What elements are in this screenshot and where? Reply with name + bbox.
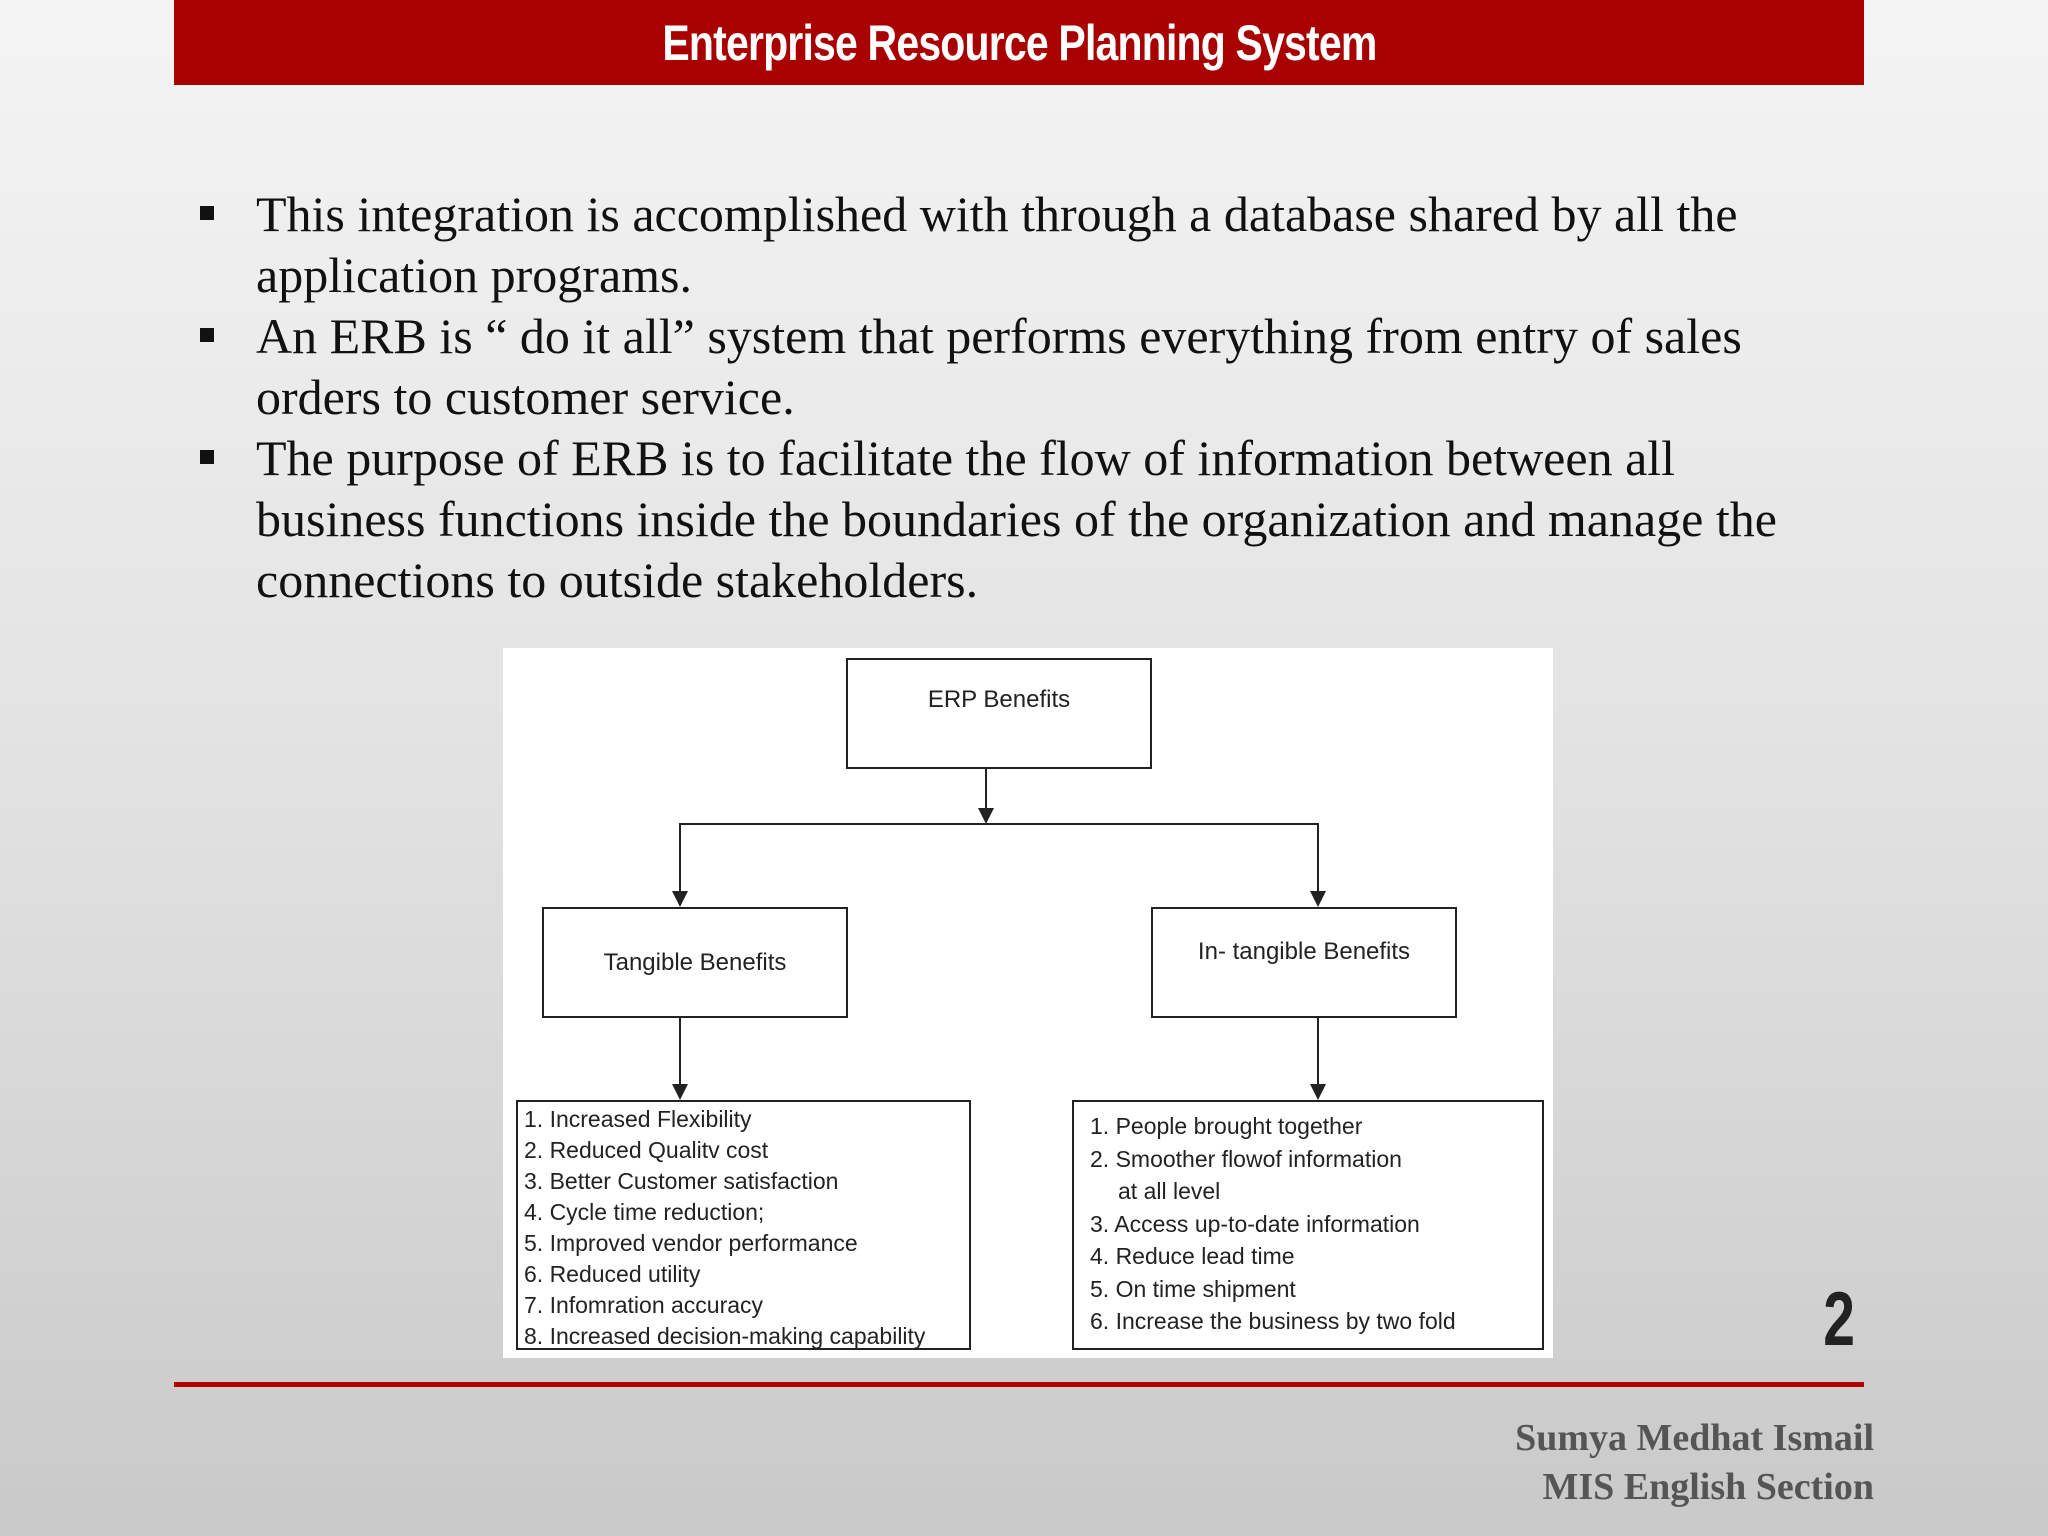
connector-line bbox=[1317, 1018, 1319, 1086]
page-number: 2 bbox=[1823, 1277, 1855, 1362]
intangible-list bbox=[1072, 1100, 1544, 1350]
list-item: 7. Infomration accuracy bbox=[524, 1292, 764, 1318]
arrow-down-icon bbox=[672, 891, 688, 907]
square-bullet-icon bbox=[200, 206, 214, 220]
bullet-item: An ERB is “ do it all” system that performs everything from entry of sales orders to customer service. bbox=[200, 306, 1840, 428]
connector-line bbox=[679, 823, 1319, 825]
title-bar bbox=[174, 0, 1864, 85]
list-item: 5. On time shipment bbox=[1090, 1275, 1296, 1302]
tangible-list bbox=[516, 1100, 971, 1350]
arrow-down-icon bbox=[1310, 891, 1326, 907]
footer-author bbox=[1515, 1414, 1874, 1512]
connector-line bbox=[985, 769, 987, 811]
arrow-down-icon bbox=[1310, 1084, 1326, 1100]
erp-benefits-diagram bbox=[503, 648, 1553, 1358]
arrow-down-icon bbox=[978, 808, 994, 824]
author-name: Sumya Medhat Ismail bbox=[1515, 1417, 1874, 1459]
list-item: 4. Reduce lead time bbox=[1090, 1243, 1295, 1269]
list-item: 2. Reduced Qualitv cost bbox=[524, 1137, 769, 1163]
root-box: ERP Benefits bbox=[846, 658, 1152, 769]
list-item: 3. Better Customer satisfaction bbox=[524, 1168, 839, 1194]
square-bullet-icon bbox=[200, 328, 214, 342]
arrow-down-icon bbox=[672, 1084, 688, 1100]
list-item: 2. Smoother flowof information bbox=[1090, 1145, 1402, 1172]
list-item: 6. Reduced utility bbox=[524, 1261, 701, 1287]
bullet-list bbox=[200, 184, 1840, 611]
intangible-box: In- tangible Benefits bbox=[1151, 907, 1457, 1018]
tangible-box: Tangible Benefits bbox=[542, 907, 848, 1018]
connector-line bbox=[1317, 823, 1319, 893]
bullet-item: This integration is accomplished with through a database shared by all the application programs. bbox=[200, 184, 1840, 306]
list-item: 8. Increased decision-making capability bbox=[524, 1323, 926, 1349]
footer-divider bbox=[174, 1382, 1864, 1387]
list-item: 1. People brought together bbox=[1090, 1113, 1363, 1139]
author-section: MIS English Section bbox=[1542, 1466, 1874, 1508]
list-item: 1. Increased Flexibility bbox=[524, 1106, 752, 1132]
connector-line bbox=[679, 1018, 681, 1086]
list-item: 4. Cycle time reduction; bbox=[524, 1199, 765, 1225]
square-bullet-icon bbox=[200, 450, 214, 464]
list-item: 3. Access up-to-date information bbox=[1090, 1210, 1420, 1237]
connector-line bbox=[679, 823, 681, 893]
list-item: at all level bbox=[1118, 1178, 1221, 1204]
list-item: 5. Improved vendor performance bbox=[524, 1230, 858, 1256]
slide-title: Enterprise Resource Planning System bbox=[661, 14, 1377, 71]
list-item: 6. Increase the business by two fold bbox=[1090, 1308, 1456, 1334]
bullet-item: The purpose of ERB is to facilitate the flow of information between all business functions inside the boundaries of the organization and manage the connections to outside stakeholders. bbox=[200, 428, 1840, 611]
